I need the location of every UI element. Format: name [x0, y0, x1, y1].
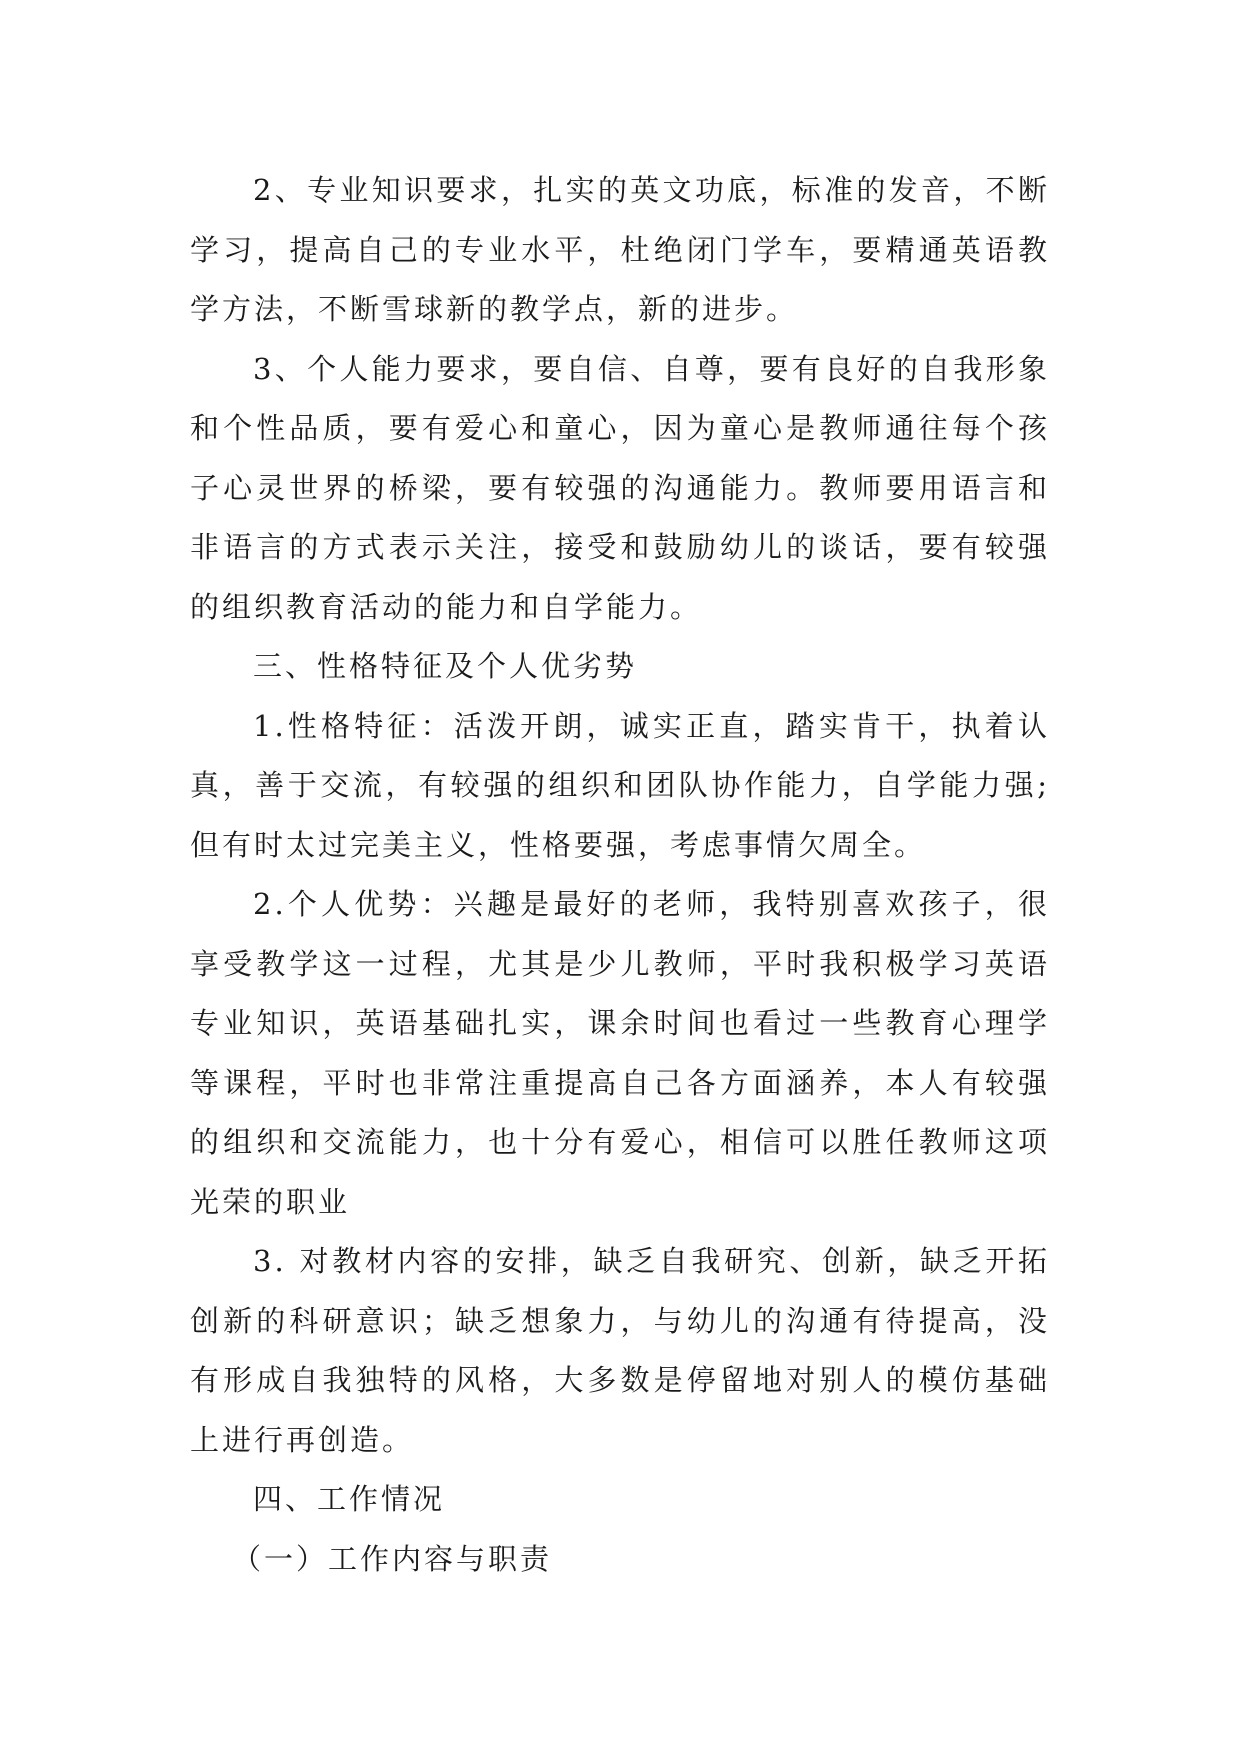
section-heading-work: 四、工作情况: [253, 1482, 446, 1516]
paragraph-personality-traits: 1.性格特征：活泼开朗，诚实正直，踏实肯干，执着认真，善于交流，有较强的组织和团队协作能力，自学能力强;但有时太过完美主义，性格要强，考虑事情欠周全。: [190, 708, 1050, 862]
subsection-heading-duties: （一）工作内容与职责: [232, 1541, 553, 1576]
paragraph-personal-ability: 3、个人能力要求，要自信、自尊，要有良好的自我形象和个性品质，要有爱心和童心，因为童心是教师通往每个孩子心灵世界的桥梁，要有较强的沟通能力。教师要用语言和非语言的方式表示关注，接受和鼓励幼儿的谈话，要有较强的组织教育活动的能力和自学能力。: [190, 351, 1050, 624]
paragraph-strengths: 2.个人优势：兴趣是最好的老师，我特别喜欢孩子，很享受教学这一过程，尤其是少儿教师，平时我积极学习英语专业知识，英语基础扎实，课余时间也看过一些教育心理学等课程，平时也非常注重提高自己各方面涵养，本人有较强的组织和交流能力，也十分有爱心，相信可以胜任教师这项光荣的职业: [190, 887, 1050, 1219]
paragraph-professional-knowledge: 2、专业知识要求，扎实的英文功底，标准的发音，不断学习，提高自己的专业水平，杜绝闭门学车，要精通英语教学方法，不断雪球新的教学点，新的进步。: [190, 173, 1050, 326]
document-body: [190, 161, 1050, 1589]
paragraph-weaknesses: 3. 对教材内容的安排，缺乏自我研究、创新，缺乏开拓创新的科研意识；缺乏想象力，与幼儿的沟通有待提高，没有形成自我独特的风格，大多数是停留地对别人的模仿基础上进行再创造。: [190, 1244, 1050, 1457]
section-heading-personality: 三、性格特征及个人优劣势: [253, 649, 638, 683]
